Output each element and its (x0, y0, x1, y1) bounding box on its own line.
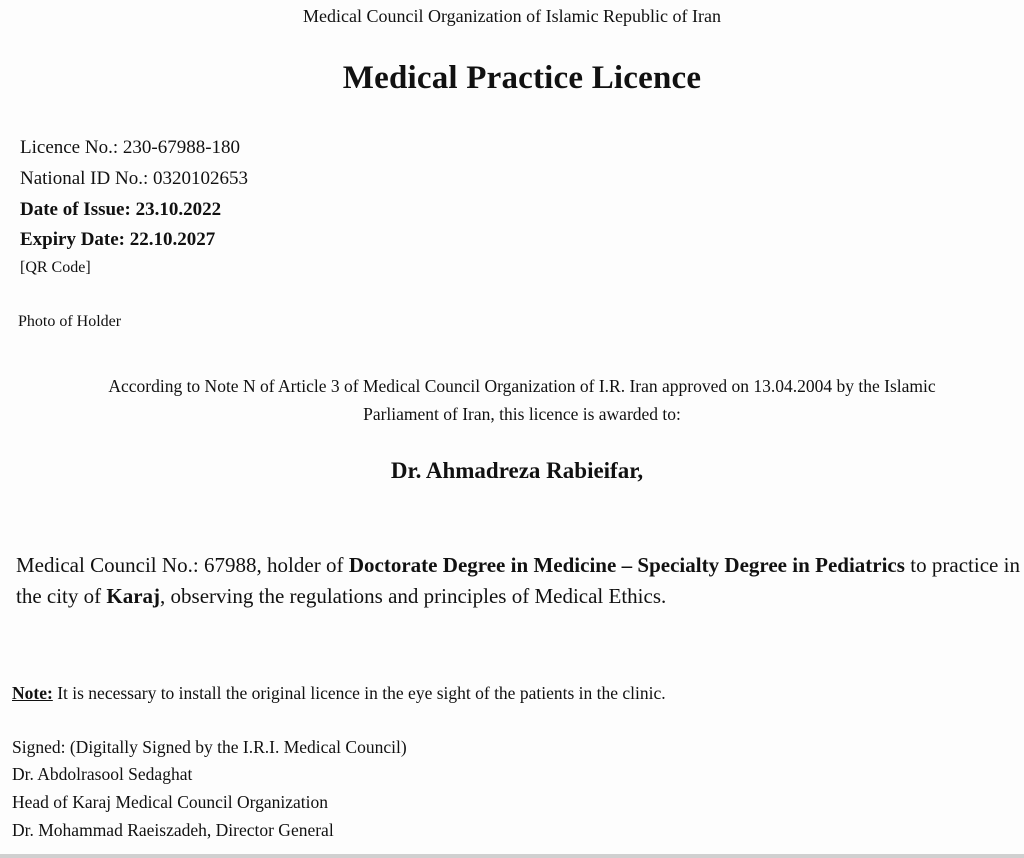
note (12, 683, 666, 704)
holder-name: Dr. Ahmadreza Rabieifar, (390, 458, 644, 483)
signatory-name-1: Dr. Abdolrasool Sedaghat (12, 764, 193, 784)
degree: Doctorate Degree in Medicine – Specialty Degree in Pediatrics (348, 553, 905, 577)
city: Karaj (106, 584, 161, 608)
preamble-line-1: According to Note N of Article 3 of Medical Council Organization of I.R. Iran approved on 13.04.2004 by the Islamic (108, 376, 936, 396)
licence-body-paragraph (16, 550, 1020, 612)
signatory-name-2: Dr. Mohammad Raeiszadeh, Director General (12, 820, 334, 840)
note-text: It is necessary to install the original licence in the eye sight of the patients in the clinic. (52, 683, 666, 703)
photo-placeholder: Photo of Holder (18, 313, 122, 330)
date-of-issue: Date of Issue: 23.10.2022 (20, 199, 222, 220)
licence-number: Licence No.: 230-67988-180 (20, 137, 241, 158)
preamble-line-2: Parliament of Iran, this licence is awarded to: (363, 404, 681, 424)
signatory-title-1: Head of Karaj Medical Council Organization (12, 792, 329, 812)
body-text-2: to practice in the city of (16, 553, 1020, 608)
organization-header: Medical Council Organization of Islamic Republic of Iran (302, 6, 722, 26)
note-label: Note: (12, 683, 53, 703)
page-bottom-edge (0, 854, 1024, 858)
document-title: Medical Practice Licence (342, 60, 702, 96)
body-text-1: Medical Council No.: 67988, holder of (16, 553, 349, 577)
body-text-3: , observing the regulations and principles of Medical Ethics. (160, 584, 667, 608)
qr-code-placeholder: [QR Code] (20, 259, 91, 276)
expiry-date: Expiry Date: 22.10.2027 (20, 229, 216, 250)
national-id: National ID No.: 0320102653 (20, 168, 248, 189)
signature-statement: Signed: (Digitally Signed by the I.R.I. Medical Council) (12, 737, 407, 757)
